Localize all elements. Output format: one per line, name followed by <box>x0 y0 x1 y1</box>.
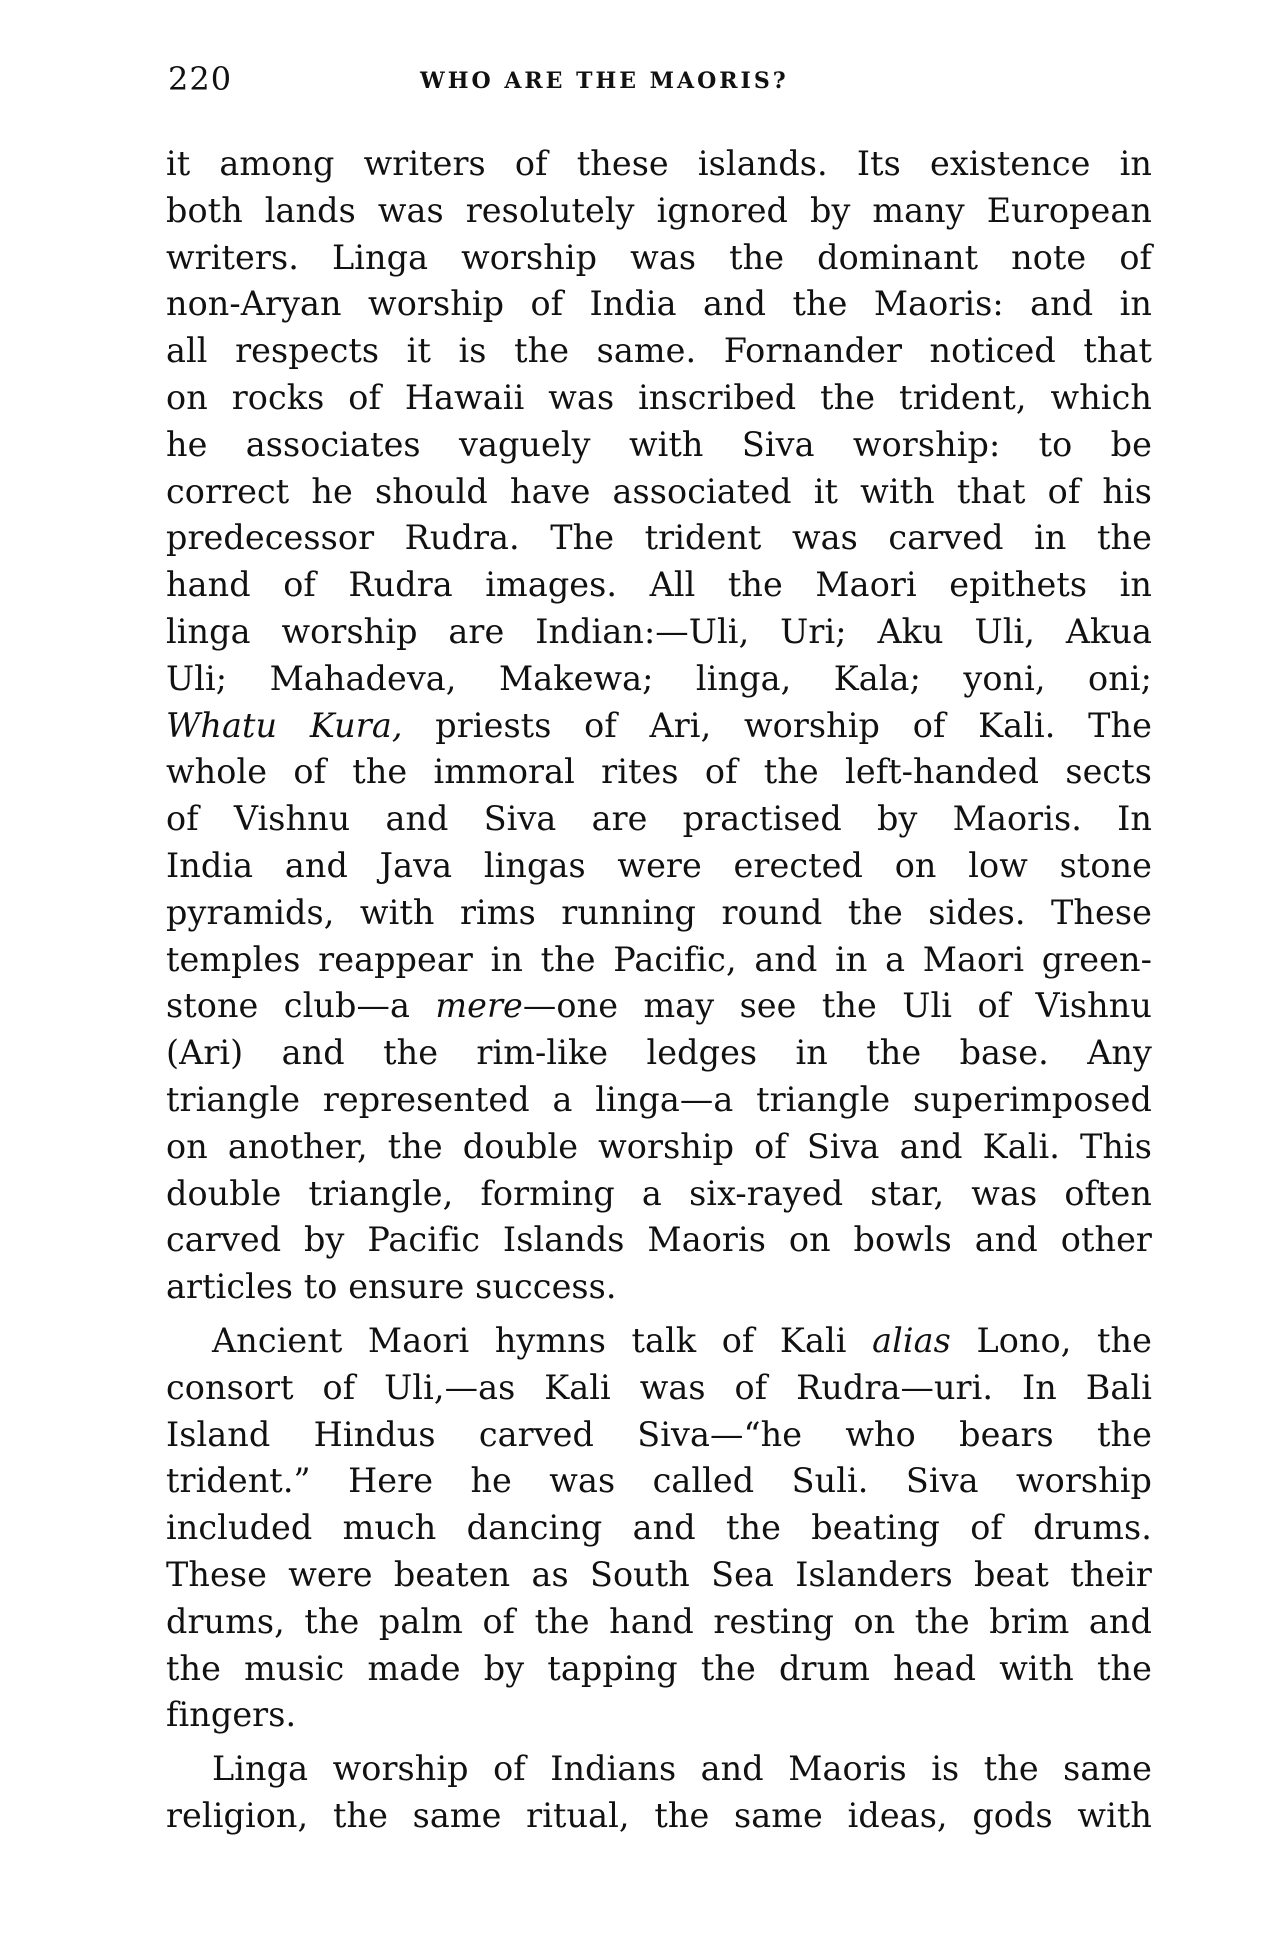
text-line <box>166 469 1152 516</box>
text-line <box>166 562 1152 609</box>
paragraph <box>166 1318 1152 1739</box>
italic-text: alias <box>872 1320 951 1360</box>
text-line <box>166 281 1152 328</box>
text-line <box>166 1793 1152 1840</box>
paragraph-gap <box>166 1311 1152 1318</box>
line-text: on another, the double worship of Siva and Kali. This <box>166 1126 1152 1166</box>
page-number: 220 <box>168 60 233 98</box>
body-text <box>166 141 1152 1840</box>
line-text: India and Java lingas were erected on low stone <box>166 845 1152 885</box>
text-line <box>166 609 1152 656</box>
line-text: articles to ensure success. <box>166 1267 617 1307</box>
line-text: included much dancing and the beating of drums. <box>166 1508 1152 1548</box>
text-line <box>166 1030 1152 1077</box>
line-text: he associates vaguely with Siva worship: to be <box>166 424 1152 464</box>
line-text: triangle represented a linga—a triangle superimposed <box>166 1079 1152 1119</box>
line-text: correct he should have associated it with that of his <box>166 471 1152 511</box>
text-line <box>166 141 1152 188</box>
line-text: pyramids, with rims running round the sides. These <box>166 892 1152 932</box>
line-text: consort of Uli,—as Kali was of Rudra—uri. In Bali <box>166 1367 1152 1407</box>
text-line <box>166 1646 1152 1693</box>
paragraph <box>166 1746 1152 1840</box>
text-line <box>166 703 1152 750</box>
paragraph <box>166 141 1152 1311</box>
line-text: Island Hindus carved Siva—“he who bears the <box>166 1414 1152 1454</box>
italic-text: Whatu Kura, <box>166 705 403 745</box>
line-text: both lands was resolutely ignored by many European <box>166 190 1152 230</box>
italic-text: mere <box>435 986 523 1026</box>
line-text: Uli; Mahadeva, Makewa; linga, Kala; yoni, oni; <box>166 658 1152 698</box>
line-text: Lono, the <box>950 1320 1152 1360</box>
text-line <box>166 1124 1152 1171</box>
text-line <box>166 422 1152 469</box>
text-line <box>166 796 1152 843</box>
text-line <box>166 1412 1152 1459</box>
text-line <box>166 1552 1152 1599</box>
line-text: predecessor Rudra. The trident was carved in the <box>166 518 1152 558</box>
text-line <box>166 235 1152 282</box>
line-text: whole of the immoral rites of the left-handed sects <box>166 752 1152 792</box>
line-text: drums, the palm of the hand resting on the brim and <box>166 1601 1152 1641</box>
text-line <box>166 843 1152 890</box>
text-line <box>166 1264 1152 1311</box>
line-text: These were beaten as South Sea Islanders beat their <box>166 1554 1152 1594</box>
line-text: linga worship are Indian:—Uli, Uri; Aku Uli, Akua <box>166 611 1152 651</box>
text-line <box>166 1171 1152 1218</box>
line-text: writers. Linga worship was the dominant note of <box>166 237 1152 277</box>
text-line <box>166 1217 1152 1264</box>
line-text: fingers. <box>166 1695 297 1735</box>
line-text: Linga worship of Indians and Maoris is the same <box>212 1749 1152 1789</box>
running-head: WHO ARE THE MAORIS? <box>420 68 789 94</box>
text-line <box>166 515 1152 562</box>
line-text: (Ari) and the rim-like ledges in the base. Any <box>166 1033 1152 1073</box>
line-text: all respects it is the same. Fornander noticed that <box>166 331 1152 371</box>
line-text: it among writers of these islands. Its existence in <box>166 144 1152 183</box>
text-line <box>166 1599 1152 1646</box>
text-line <box>166 1692 1152 1739</box>
line-text: temples reappear in the Pacific, and in a Maori green- <box>166 939 1152 979</box>
line-text: priests of Ari, worship of Kali. The <box>402 705 1152 745</box>
text-line <box>166 1365 1152 1412</box>
line-text: trident.” Here he was called Suli. Siva worship <box>166 1461 1152 1501</box>
line-text: of Vishnu and Siva are practised by Maoris. In <box>166 799 1152 839</box>
line-text: on rocks of Hawaii was inscribed the trident, which <box>166 377 1152 417</box>
text-line <box>166 1746 1152 1793</box>
text-line <box>166 1318 1152 1365</box>
line-text: carved by Pacific Islands Maoris on bowls and other <box>166 1220 1152 1260</box>
text-line <box>166 937 1152 984</box>
text-line <box>166 1458 1152 1505</box>
text-line <box>166 749 1152 796</box>
line-text: non-Aryan worship of India and the Maoris: and in <box>166 284 1152 324</box>
line-text: —one may see the Uli of Vishnu <box>522 986 1152 1026</box>
text-line <box>166 1505 1152 1552</box>
text-line <box>166 1077 1152 1124</box>
text-line <box>166 983 1152 1030</box>
line-text: Ancient Maori hymns talk of Kali <box>212 1320 873 1360</box>
line-text: hand of Rudra images. All the Maori epithets in <box>166 565 1152 605</box>
line-text: double triangle, forming a six-rayed star, was often <box>166 1173 1152 1213</box>
text-line <box>166 188 1152 235</box>
text-line <box>166 890 1152 937</box>
text-line <box>166 375 1152 422</box>
line-text: the music made by tapping the drum head with the <box>166 1648 1152 1688</box>
paragraph-gap <box>166 1739 1152 1746</box>
line-text: religion, the same ritual, the same ideas, gods with <box>166 1795 1152 1835</box>
line-text: stone club—a <box>166 986 436 1026</box>
text-line <box>166 656 1152 703</box>
text-line <box>166 328 1152 375</box>
page-header <box>168 60 1138 110</box>
